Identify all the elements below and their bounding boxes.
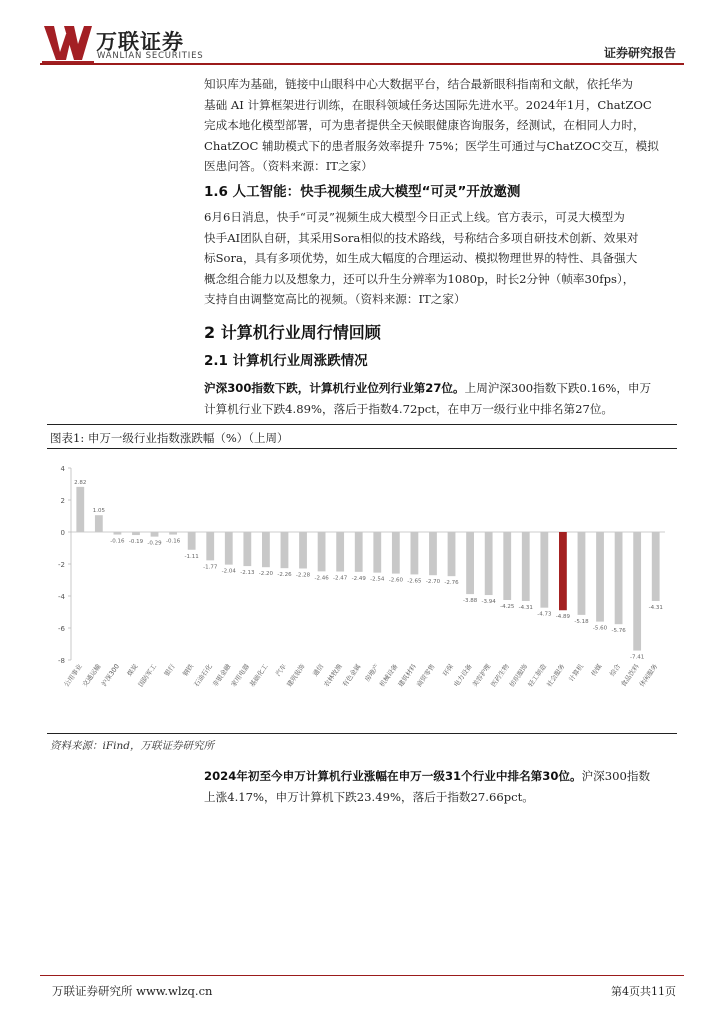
- bar: [485, 532, 493, 595]
- bar-value-label: -2.60: [388, 577, 403, 584]
- bar: [392, 532, 400, 574]
- bar-value-label: -2.49: [351, 575, 366, 582]
- page-number: 第4页共11页: [611, 985, 676, 998]
- report-type-label: 证券研究报告: [603, 46, 676, 60]
- bar: [299, 532, 307, 568]
- section-heading-2-1: 2.1 计算机行业周涨跌情况: [204, 353, 368, 369]
- bar: [540, 532, 548, 608]
- y-tick-label: -4: [58, 593, 65, 601]
- category-label: 房地产: [363, 662, 381, 684]
- bar: [615, 532, 623, 624]
- bar: [503, 532, 511, 600]
- bar-value-label: -0.19: [128, 539, 144, 546]
- bar-value-label: -2.28: [295, 572, 311, 579]
- category-label: 家用电器: [229, 662, 251, 689]
- bar: [578, 532, 586, 615]
- bar: [281, 532, 289, 568]
- text-line: 标Sora，具有多项优势，如生成大幅度的合理运动、模拟物理世界的特性、具备强大: [204, 251, 638, 265]
- category-label: 机械设备: [378, 662, 400, 689]
- bar: [225, 532, 233, 565]
- category-label: 汽车: [274, 662, 289, 678]
- category-label: 公用事业: [62, 662, 84, 689]
- text-run: 上周沪深300指数下跌0.16%，申万: [464, 381, 652, 395]
- text-line: 支持自由调整宽高比的视频。（资料来源：IT之家）: [204, 292, 466, 306]
- bar-value-label: -2.70: [425, 579, 441, 586]
- footer-divider: [40, 975, 684, 976]
- y-tick-label: -6: [58, 625, 65, 633]
- bar-value-label: -0.29: [147, 540, 162, 547]
- category-label: 非银金融: [210, 662, 233, 689]
- category-label: 医药生物: [489, 662, 511, 689]
- bar: [206, 532, 214, 560]
- bar-value-label: -0.16: [165, 538, 181, 545]
- category-label: 通信: [311, 662, 326, 678]
- figure-title: 图表1: 申万一级行业指数涨跌幅（%）（上周）: [50, 431, 289, 445]
- category-label: 电力设备: [452, 662, 474, 689]
- header-divider: [40, 63, 684, 65]
- bar-value-label: -1.77: [203, 564, 218, 571]
- bar-value-label: -2.47: [333, 575, 348, 582]
- bar-value-label: -1.11: [184, 553, 199, 560]
- text-line: 上涨4.17%，申万计算机下跌23.49%，落后于指数27.66pct。: [204, 789, 534, 804]
- bold-lead: 2024年初至今申万计算机行业涨幅在申万一级31个行业中排名第30位。: [204, 769, 582, 783]
- bar-value-label: -5.18: [574, 618, 589, 625]
- text-line: ChatZOC 辅助模式下的患者服务效率提升 75%；医学生可通过与ChatZOC交互，模拟: [204, 138, 659, 153]
- bar-value-label: -3.94: [481, 599, 496, 606]
- bar: [132, 532, 140, 535]
- bar: [114, 532, 122, 535]
- bar: [188, 532, 196, 550]
- bar-value-label: -4.31: [518, 604, 533, 611]
- bar: [243, 532, 251, 566]
- text-line: [204, 378, 674, 399]
- bar-value-label: -5.60: [592, 625, 608, 632]
- bar: [151, 532, 159, 537]
- y-tick-label: 0: [60, 529, 65, 537]
- category-label: 国防军工: [136, 662, 159, 689]
- bar-value-label: -4.73: [537, 611, 552, 618]
- bold-lead: 沪深300指数下跌，计算机行业位列行业第27位。: [204, 381, 465, 395]
- text-run: 沪深300指数: [581, 769, 651, 783]
- section-2-1-paragraph: [204, 378, 674, 419]
- bar: [596, 532, 604, 622]
- text-line: 基础 AI 计算框架进行训练，在眼科领域任务达国际先进水平。2024年1月，ChatZOC: [204, 97, 652, 112]
- figure-title-rule: [47, 448, 677, 449]
- bar: [429, 532, 437, 575]
- bar: [652, 532, 660, 601]
- section-1-6-paragraph: [204, 207, 674, 310]
- category-label: 纺织服饰: [507, 662, 530, 689]
- bar-value-label: -2.54: [370, 576, 385, 583]
- bar: [318, 532, 326, 571]
- category-label: 食品饮料: [619, 662, 641, 689]
- text-line: 计算机行业下跌4.89%，落后于指数4.72pct，在申万一级行业中排名第27位。: [204, 401, 614, 416]
- bar-value-label: -4.89: [555, 614, 571, 621]
- bar-value-label: -5.76: [611, 628, 626, 635]
- footer-website: 万联证券研究所 www.wlzq.cn: [52, 984, 213, 998]
- bar-value-label: -2.65: [407, 578, 422, 585]
- section-heading-2: 2 计算机行业周行情回顾: [204, 323, 381, 342]
- bar-value-label: -4.31: [648, 604, 663, 611]
- category-label: 美容护理: [470, 662, 493, 689]
- category-label: 基础化工: [248, 662, 270, 689]
- category-label: 煤炭: [125, 662, 140, 678]
- text-line: 知识库为基础，链接中山眼科中心大数据平台，结合最新眼科指南和文献，依托华为: [204, 77, 633, 91]
- bar-value-label: -4.25: [500, 604, 515, 610]
- category-label: 建筑材料: [396, 662, 419, 689]
- text-line: 6月6日消息，快手“可灵”视频生成大模型今日正式上线。官方表示，可灵大模型为: [204, 210, 625, 224]
- bar-value-label: -2.13: [240, 570, 255, 577]
- bar-value-label: -2.04: [221, 568, 236, 575]
- text-line: 医患问答。（资料来源：IT之家）: [204, 159, 373, 173]
- figure-top-rule: [47, 424, 677, 425]
- bar: [355, 532, 363, 572]
- industry-returns-bar-chart: [47, 450, 677, 732]
- category-label: 商贸零售: [415, 662, 437, 689]
- category-label: 钢铁: [181, 662, 196, 678]
- text-line: [204, 766, 674, 787]
- text-line: 快手AI团队自研，其采用Sora相似的技术路线，号称结合多项自研技术创新、效果对: [204, 230, 639, 245]
- bar-highlight-computer: [559, 532, 567, 610]
- category-label: 传媒: [589, 662, 604, 678]
- y-tick-label: -8: [58, 657, 65, 665]
- category-label: 综合: [608, 662, 623, 678]
- bar: [169, 532, 177, 535]
- bar: [466, 532, 474, 594]
- category-label: 轻工制造: [526, 662, 548, 689]
- wanlian-logo-icon: [42, 22, 94, 64]
- category-label: 有色金属: [340, 662, 363, 689]
- bar: [95, 515, 103, 532]
- bar-value-label: -2.20: [258, 571, 274, 578]
- category-label: 计算机: [567, 662, 586, 684]
- ytd-paragraph: [204, 766, 674, 807]
- logo-text-cn: 万联证券: [96, 30, 184, 54]
- bar: [411, 532, 419, 574]
- text-line: 概念组合能力以及想象力，还可以升生分辨率为1080p，时长2分钟（帧率30fps），: [204, 271, 635, 286]
- bar-value-label: 1.05: [92, 508, 105, 515]
- bar-value-label: -3.88: [462, 598, 478, 605]
- category-label: 环保: [441, 662, 456, 678]
- y-tick-label: 2: [60, 497, 65, 505]
- logo-text-en: WANLIAN SECURITIES: [97, 51, 204, 61]
- category-label: 银行: [162, 662, 177, 678]
- bar: [522, 532, 530, 601]
- bar: [448, 532, 456, 576]
- bar-value-label: -2.26: [277, 572, 292, 579]
- figure-bottom-rule: [47, 733, 677, 734]
- category-label: 交通运输: [81, 662, 103, 689]
- text-line: 完成本地化模型部署，可为患者提供全天候眼健康咨询服务，经测试，在相同人力时，: [204, 118, 645, 132]
- y-tick-label: -2: [58, 561, 65, 569]
- category-label: 沪深300: [99, 662, 122, 688]
- bar: [633, 532, 641, 651]
- intro-paragraph: [204, 74, 674, 177]
- bar-value-label: 2.82: [74, 479, 87, 486]
- bar: [76, 487, 84, 532]
- bar-value-label: -0.16: [110, 538, 125, 545]
- category-label: 建筑装饰: [285, 662, 307, 689]
- bar-value-label: -2.76: [444, 580, 459, 587]
- category-label: 农林牧渔: [322, 662, 344, 689]
- bar: [262, 532, 270, 567]
- category-label: 石油石化: [192, 662, 214, 689]
- figure-source: 资料来源：iFind，万联证券研究所: [50, 740, 214, 752]
- category-label: 休闲服务: [637, 662, 660, 689]
- bar: [373, 532, 381, 573]
- bar: [336, 532, 344, 572]
- section-heading-1-6: 1.6 人工智能：快手视频生成大模型“可灵”开放邀测: [204, 184, 521, 200]
- category-label: 社会服务: [545, 662, 567, 689]
- bar-value-label: -2.46: [314, 575, 329, 582]
- y-tick-label: 4: [60, 465, 65, 473]
- bar-value-label: -7.41: [630, 654, 645, 661]
